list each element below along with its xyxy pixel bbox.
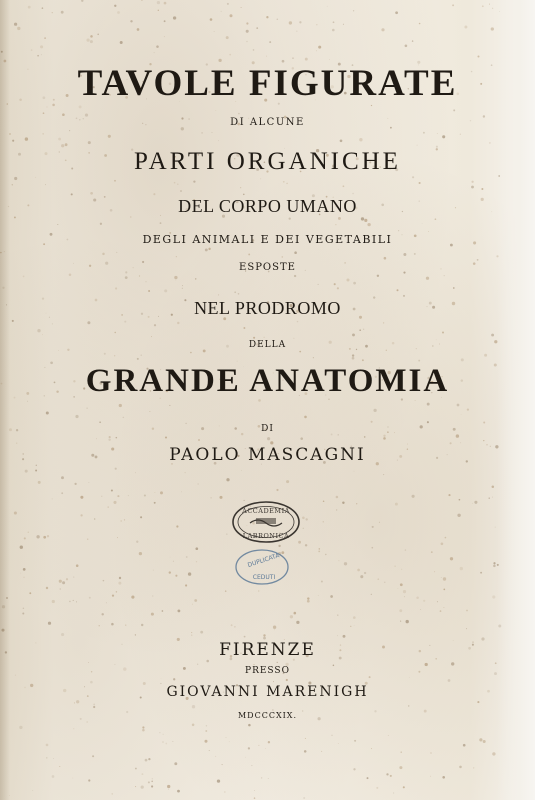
title-connector-di-alcune: DI ALCUNE [230,117,305,128]
imprint-year: MDCCCXIX. [237,711,298,720]
title-connector-della: DELLA [248,340,287,350]
subtitle-parti-organiche: PARTI ORGANICHE [134,148,401,175]
title-connector-esposte: ESPOSTE [239,262,296,273]
main-title: TAVOLE FIGURATE [77,63,458,104]
author-name: PAOLO MASCAGNI [169,445,366,465]
subtitle-grande-anatomia: GRANDE ANATOMIA [85,363,450,399]
subtitle-prodromo: NEL PRODROMO [194,298,341,318]
stamp-accademia-labronica [233,502,299,542]
title-connector-di: DI [261,424,274,434]
stamp-duplicata-ceduti [236,550,288,584]
imprint-publisher: GIOVANNI MARENIGH [166,684,369,700]
subtitle-corpo-umano: DEL CORPO UMANO [178,196,357,216]
stamp2-top-text: DUPLICATA [246,552,281,569]
imprint-presso: PRESSO [245,666,290,676]
stamp1-bottom-text: LABRONICA [242,532,290,540]
subtitle-animali-vegetabili: DEGLI ANIMALI E DEI VEGETABILI [142,233,393,246]
stamp1-top-text: ACCADEMIA [242,507,290,515]
imprint-city: FIRENZE [219,640,316,660]
stamp2-bottom-text: CEDUTI [252,574,276,581]
